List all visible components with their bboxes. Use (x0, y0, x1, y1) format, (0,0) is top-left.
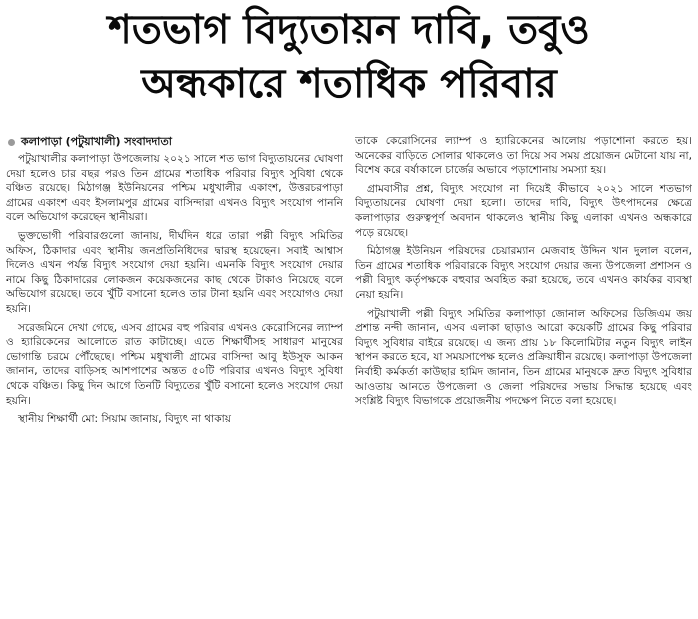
bullet-icon (8, 139, 15, 146)
right-column (355, 134, 692, 615)
paragraph: পটুয়াখালী পল্লী বিদ্যুৎ সমিতির কলাপাড়া জোনাল অফিসের ডিজিএম জয় প্রশান্ত নন্দী জানান, এসব এলাকা ছাড়াও আরো কয়েকটি গ্রামের কিছু পরিবার বিদ্যুৎ সুবিধার বাইরে রয়েছে। এ জন্য প্রায় ১৮ কিলোমিটার নতুন বিদ্যুৎ লাইন স্থাপন করতে হবে, যা সময়সাপেক্ষ হলেও প্রক্রিয়াধীন রয়েছে। কলাপাড়া উপজেলা নির্বাহী কর্মকর্তা কাউছার হামিদ জানান, তিন গ্রামের মানুষকে দ্রুত বিদ্যুৎ সুবিধার আওতায় আনতে উপজেলা ও জেলা পরিষদের সভায় সিদ্ধান্ত হয়েছে এবং সংশ্লিষ্ট বিদ্যুৎ বিভাগকে প্রয়োজনীয় পদক্ষেপ নিতে বলা হয়েছে। (355, 307, 692, 408)
byline-text: কলাপাড়া (পটুয়াখালী) সংবাদদাতা (21, 135, 172, 148)
paragraph: স্থানীয় শিক্ষার্থী মো: সিয়াম জানায়, বিদ্যুৎ না থাকায় (18, 413, 231, 426)
headline (6, 0, 692, 113)
paragraph: তাকে কেরোসিনের ল্যাম্প ও হ্যারিকেনের আলোয় পড়াশোনা করতে হয়। অনেকের বাড়িতে সোলার থাকলেও তা দিয়ে সব সময় প্রয়োজন মেটানো যায় না, বিশেষ করে বর্ষাকালে চার্জের অভাবে পড়াশোনায় সমস্যা হয়। (355, 135, 692, 177)
headline-line-2: অন্ধকারে শতাধিক পরিবার (141, 61, 557, 107)
paragraph: ভুক্তভোগী পরিবারগুলো জানায়, দীর্ঘদিন ধরে তারা পল্লী বিদ্যুৎ সমিতির অফিস, ঠিকাদার এবং স্থানীয় জনপ্রতিনিধিদের দ্বারস্থ হয়েছেন। সবাই আশ্বাস দিলেও এখন পর্যন্ত বিদ্যুৎ সংযোগ দেয়া হয়নি। এমনকি বিদ্যুৎ সংযোগ দেয়ার নামে কিছু ঠিকাদারের লোকজন কয়েকজনের কাছ থেকে টাকাও নিয়েছে বলে অভিযোগ রয়েছে। তবে খুঁটি বসানো হলেও তার টানা হয়নি এবং সংযোগও দেয়া হয়নি। (6, 229, 343, 315)
byline (6, 134, 343, 150)
paragraph: মিঠাগঞ্জ ইউনিয়ন পরিষদের চেয়ারম্যান মেজবাহ উদ্দিন খান দুলাল বলেন, তিন গ্রামের শতাধিক পরিবারকে বিদ্যুৎ সংযোগ দেয়ার জন্য উপজেলা প্রশাসন ও পল্লী বিদ্যুৎ কর্তৃপক্ষকে বহুবার অবহিত করা হয়েছে, তবে এখনও কার্যকর ব্যবস্থা নেয়া হয়নি। (355, 245, 692, 301)
paragraph: পটুয়াখালীর কলাপাড়া উপজেলায় ২০২১ সালে শত ভাগ বিদ্যুতায়নের ঘোষণা দেয়া হলেও চার বছর পরও তিন গ্রামের শতাধিক পরিবার বিদ্যুৎ সুবিধা থেকে বঞ্চিত রয়েছে। মিঠাগঞ্জ ইউনিয়নের পশ্চিম মধুখালীর একাংশ, উত্তরচরপাড়া গ্রামের একাংশ এবং ইসলামপুর গ্রামের বাসিন্দারা এখনও বিদ্যুৎ সংযোগ পাননি বলে অভিযোগ করেছেন স্থানীয়রা। (6, 153, 343, 224)
left-column (6, 134, 343, 615)
paragraph: গ্রামবাসীর প্রশ্ন, বিদ্যুৎ সংযোগ না দিয়েই কীভাবে ২০২১ সালে শতভাগ বিদ্যুতায়নের ঘোষণা দেয়া হলো। তাদের দাবি, বিদ্যুৎ উৎপাদনের ক্ষেত্রে কলাপাড়ার গুরুত্বপূর্ণ অবদান থাকলেও স্থানীয় কিছু এলাকা এখনও অন্ধকারে পড়ে রয়েছে। (355, 182, 692, 239)
article-body (6, 134, 692, 615)
headline-line-1: শতভাগ বিদ্যুতায়ন দাবি, তবুও (108, 7, 590, 53)
paragraph: সরেজমিনে দেখা গেছে, এসব গ্রামের বহু পরিবার এখনও কেরোসিনের ল্যাম্প ও হ্যারিকেনের আলোতে রাত কাটাচ্ছে। এতে শিক্ষার্থীসহ সাধারণ মানুষের ভোগান্তি চরমে পৌঁছেছে। পশ্চিম মধুখালী গ্রামের বাসিন্দা আবু ইউসুফ আকন জানান, তাদের বাড়িসহ আশপাশের অন্তত ৫০টি পরিবার এখনও বিদ্যুৎ সুবিধা থেকে বঞ্চিত। কিছু দিন আগে তিনটি বিদ্যুতের খুঁটি বসানো হলেও সংযোগ দেয়া হয়নি। (6, 321, 343, 407)
